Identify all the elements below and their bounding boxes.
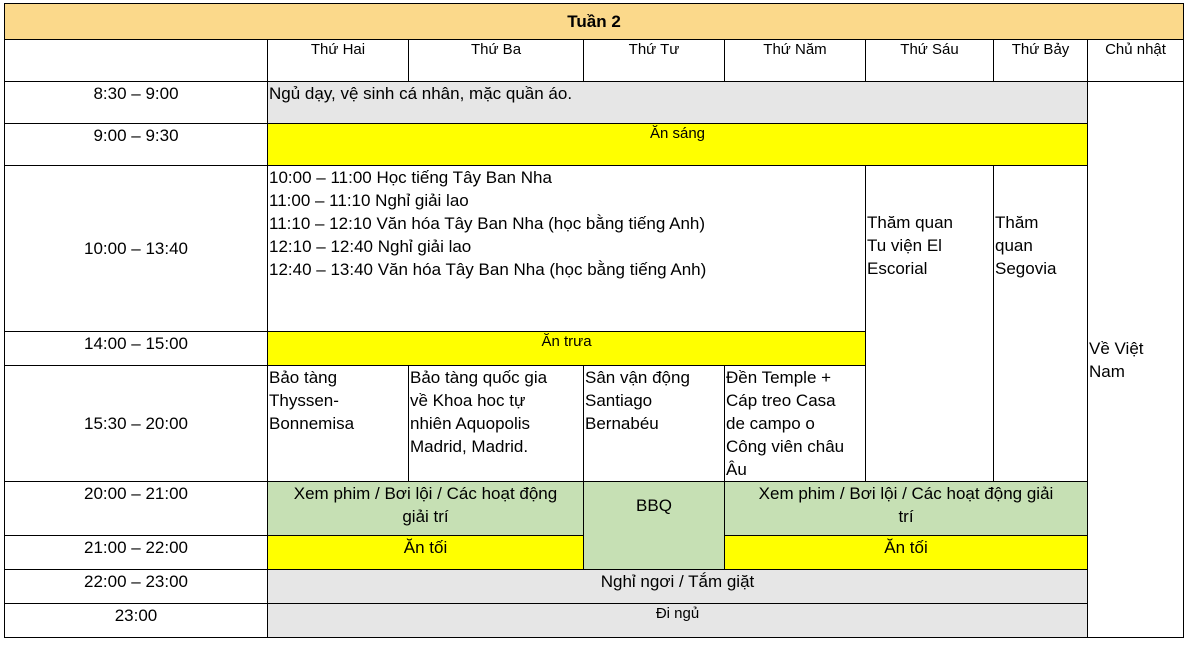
activity-monday-afternoon: Bảo tàng Thyssen- Bonnemisa xyxy=(268,366,409,482)
time-slot: 8:30 – 9:00 xyxy=(5,82,268,124)
time-slot: 10:00 – 13:40 xyxy=(5,166,268,332)
activity-bbq: BBQ xyxy=(584,482,725,570)
day-header-tuesday: Thứ Ba xyxy=(409,40,584,82)
time-slot: 9:00 – 9:30 xyxy=(5,124,268,166)
week-title: Tuần 2 xyxy=(5,4,1184,40)
day-header-friday: Thứ Sáu xyxy=(866,40,994,82)
day-header-thursday: Thứ Năm xyxy=(725,40,866,82)
activity-lunch: Ăn trưa xyxy=(268,332,866,366)
activity-dinner-right: Ăn tối xyxy=(725,536,1088,570)
corner-cell xyxy=(5,40,268,82)
activity-tuesday-afternoon: Bảo tàng quốc gia về Khoa hoc tự nhiên Aquopolis Madrid, Madrid. xyxy=(409,366,584,482)
activity-dinner-left: Ăn tối xyxy=(268,536,584,570)
activity-sunday-return: Về Việt Nam xyxy=(1088,82,1184,638)
activity-wake-up: Ngủ dạy, vệ sinh cá nhân, mặc quần áo. xyxy=(268,82,1088,124)
activity-sleep: Đi ngủ xyxy=(268,604,1088,638)
day-header-wednesday: Thứ Tư xyxy=(584,40,725,82)
time-slot: 21:00 – 22:00 xyxy=(5,536,268,570)
activity-rest: Nghỉ ngơi / Tắm giặt xyxy=(268,570,1088,604)
schedule-table xyxy=(4,3,1184,638)
day-header-monday: Thứ Hai xyxy=(268,40,409,82)
time-slot: 23:00 xyxy=(5,604,268,638)
time-slot: 20:00 – 21:00 xyxy=(5,482,268,536)
activity-morning-classes: 10:00 – 11:00 Học tiếng Tây Ban Nha 11:00 – 11:10 Nghỉ giải lao 11:10 – 12:10 Văn hóa Tây Ban Nha (học bằng tiếng Anh) 12:10 – 12:40 Nghỉ giải lao 12:40 – 13:40 Văn hóa Tây Ban Nha (học bằng tiếng Anh) xyxy=(268,166,866,332)
activity-evening-leisure-right: Xem phim / Bơi lội / Các hoạt động giải trí xyxy=(725,482,1088,536)
activity-breakfast: Ăn sáng xyxy=(268,124,1088,166)
activity-evening-leisure-left: Xem phim / Bơi lội / Các hoạt động giải trí xyxy=(268,482,584,536)
activity-thursday-afternoon: Đền Temple + Cáp treo Casa de campo o Công viên châu Âu xyxy=(725,366,866,482)
activity-wednesday-afternoon: Sân vận động Santiago Bernabéu xyxy=(584,366,725,482)
time-slot: 22:00 – 23:00 xyxy=(5,570,268,604)
activity-saturday-visit: Thăm quan Segovia xyxy=(994,166,1088,482)
time-slot: 15:30 – 20:00 xyxy=(5,366,268,482)
day-header-sunday: Chủ nhật xyxy=(1088,40,1184,82)
day-header-saturday: Thứ Bảy xyxy=(994,40,1088,82)
activity-friday-visit: Thăm quan Tu viện El Escorial xyxy=(866,166,994,482)
time-slot: 14:00 – 15:00 xyxy=(5,332,268,366)
